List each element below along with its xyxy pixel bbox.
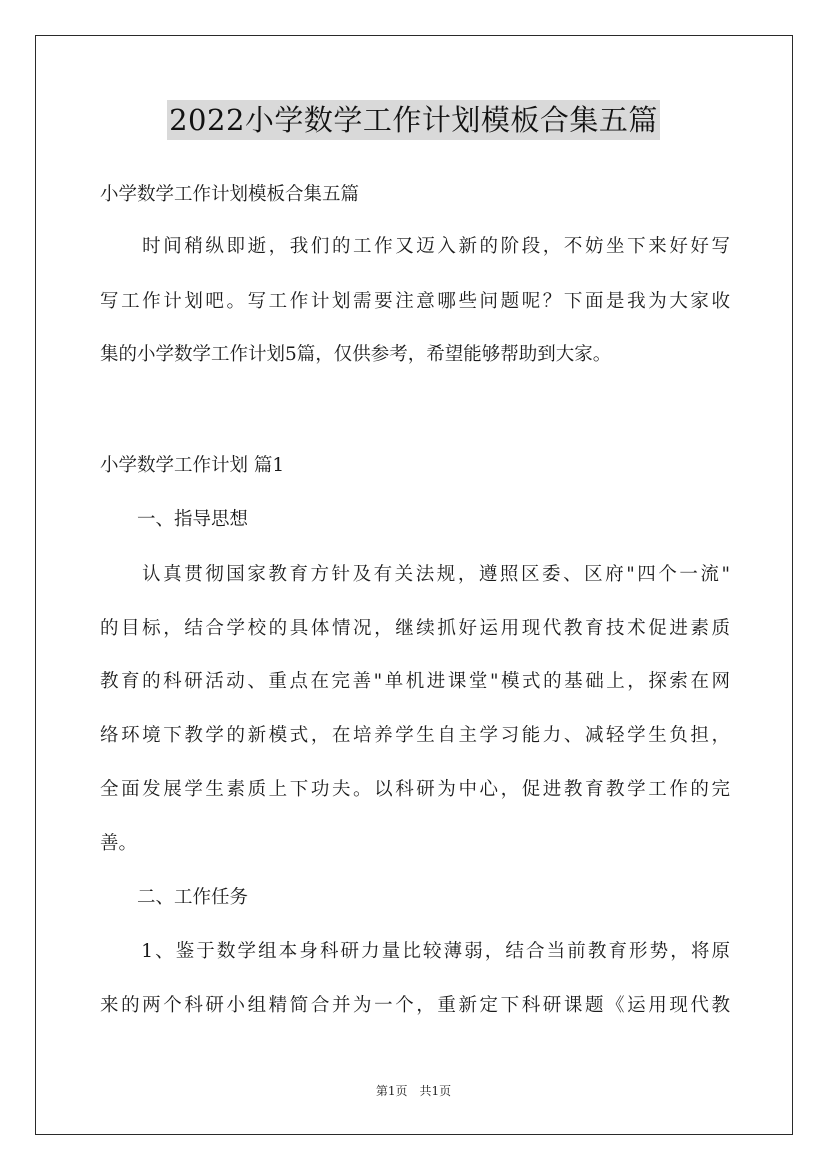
subsection-heading: 一、指导思想 <box>100 509 249 530</box>
text-line: 的目标，结合学校的具体情况，继续抓好运用现代教育技术促进素质 <box>100 618 730 639</box>
text-line: 善。 <box>100 833 138 854</box>
page-footer: 第1页 共1页 <box>375 1084 452 1098</box>
text-line: 络环境下教学的新模式，在培养学生自主学习能力、减轻学生负担， <box>100 725 730 746</box>
text-line: 小学数学工作计划模板合集五篇 <box>100 184 360 205</box>
text-line: 1、鉴于数学组本身科研力量比较薄弱，结合当前教育形势，将原 <box>100 941 730 962</box>
text-line: 认真贯彻国家教育方针及有关法规，遵照区委、区府"四个一流" <box>100 564 730 585</box>
document-title: 2022小学数学工作计划模板合集五篇 <box>167 100 660 140</box>
text-line: 教育的科研活动、重点在完善"单机进课堂"模式的基础上，探索在网 <box>100 671 730 692</box>
subsection-heading: 二、工作任务 <box>100 887 249 908</box>
text-line: 集的小学数学工作计划5篇，仅供参考，希望能够帮助到大家。 <box>100 344 612 365</box>
title-container <box>0 100 827 140</box>
text-line: 来的两个科研小组精简合并为一个，重新定下科研课题《运用现代教 <box>100 995 730 1016</box>
text-line: 全面发展学生素质上下功夫。以科研为中心，促进教育教学工作的完 <box>100 779 730 800</box>
section-heading: 小学数学工作计划 篇1 <box>100 455 285 476</box>
text-line: 时间稍纵即逝，我们的工作又迈入新的阶段，不妨坐下来好好写 <box>100 236 730 257</box>
text-line: 写工作计划吧。写工作计划需要注意哪些问题呢？下面是我为大家收 <box>100 291 730 312</box>
